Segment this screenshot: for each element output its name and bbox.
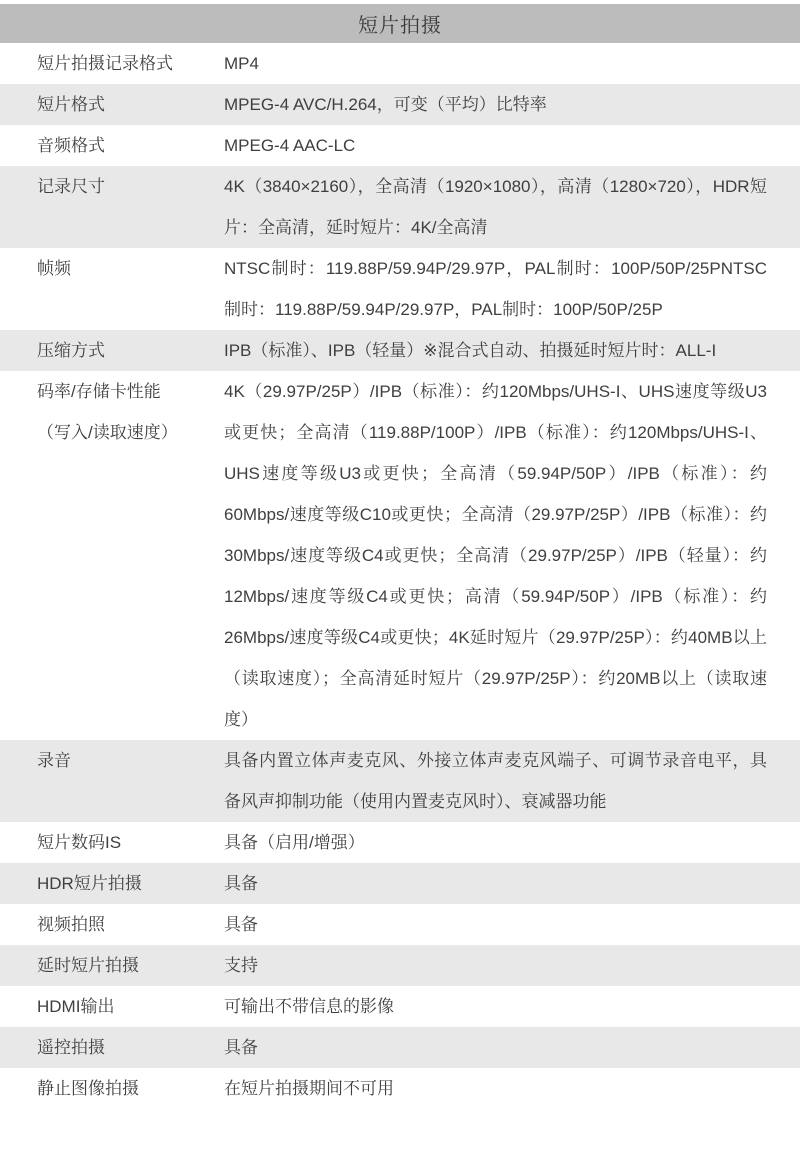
spec-row xyxy=(0,740,800,822)
spec-row xyxy=(0,945,800,986)
spec-row-value: 支持 xyxy=(224,956,258,975)
spec-row-label: 短片数码IS xyxy=(37,833,122,852)
spec-row xyxy=(0,166,800,248)
section-title: 短片拍摄 xyxy=(358,15,442,37)
spec-row-label: 延时短片拍摄 xyxy=(37,956,139,975)
spec-row-label: 记录尺寸 xyxy=(37,177,105,196)
spec-row xyxy=(0,904,800,945)
spec-row-label: 静止图像拍摄 xyxy=(37,1079,139,1098)
spec-row-value: 具备 xyxy=(224,1038,258,1057)
spec-row-value: 4K（29.97P/25P）/IPB（标准）：约120Mbps/UHS-I、UHS速度等级U3或更快；全高清（119.88P/100P）/IPB（标准）：约120Mbps/UHS-I、UHS速度等级U3或更快；全高清（59.94P/50P）/IPB（标准）：约60Mbps/速度等级C10或更快；全高清（29.97P/25P）/IPB（标准）：约30Mbps/速度等级C4或更快；全高清（29.97P/25P）/IPB（轻量）：约12Mbps/速度等级C4或更快；高清（59.94P/50P）/IPB（标准）：约26Mbps/速度等级C4或更快；4K延时短片（29.97P/25P）：约40MB以上（读取速度）；全高清延时短片（29.97P/25P）：约20MB以上（读取速度） xyxy=(224,382,767,729)
spec-row xyxy=(0,84,800,125)
spec-row-label: 音频格式 xyxy=(37,136,105,155)
spec-row-value: 可输出不带信息的影像 xyxy=(224,997,394,1016)
spec-row xyxy=(0,986,800,1027)
spec-row-label: 码率/存储卡性能（写入/读取速度） xyxy=(37,382,178,442)
spec-row-value: MP4 xyxy=(224,54,259,73)
spec-row-label: 短片格式 xyxy=(37,95,105,114)
spec-row-value: NTSC制时：119.88P/59.94P/29.97P，PAL制时：100P/50P/25PNTSC制时：119.88P/59.94P/29.97P，PAL制时：100P/50P/25P xyxy=(224,259,767,319)
spec-row xyxy=(0,248,800,330)
spec-row-value: 在短片拍摄期间不可用 xyxy=(224,1079,394,1098)
spec-row xyxy=(0,330,800,371)
spec-row-value: MPEG-4 AVC/H.264，可变（平均）比特率 xyxy=(224,95,547,114)
spec-row-value: 具备（启用/增强） xyxy=(224,833,365,852)
spec-table xyxy=(0,43,800,1109)
spec-row-label: 压缩方式 xyxy=(37,341,105,360)
spec-row xyxy=(0,1027,800,1068)
spec-row xyxy=(0,125,800,166)
spec-row-label: 遥控拍摄 xyxy=(37,1038,105,1057)
spec-row-value: 具备内置立体声麦克风、外接立体声麦克风端子、可调节录音电平，具备风声抑制功能（使用内置麦克风时）、衰减器功能 xyxy=(224,751,767,811)
spec-row-value: IPB（标准）、IPB（轻量）※混合式自动、拍摄延时短片时：ALL-I xyxy=(224,341,717,360)
spec-row-value: 具备 xyxy=(224,915,258,934)
spec-row xyxy=(0,1068,800,1109)
spec-row-value: 具备 xyxy=(224,874,258,893)
spec-row-label: HDR短片拍摄 xyxy=(37,874,142,893)
spec-row xyxy=(0,371,800,740)
spec-row-value: 4K（3840×2160），全高清（1920×1080），高清（1280×720），HDR短片：全高清，延时短片：4K/全高清 xyxy=(224,177,767,237)
section-header xyxy=(0,4,800,43)
spec-row-value: MPEG-4 AAC-LC xyxy=(224,136,356,155)
spec-row xyxy=(0,822,800,863)
spec-row-label: 视频拍照 xyxy=(37,915,105,934)
spec-row-label: 录音 xyxy=(37,751,71,770)
spec-row xyxy=(0,43,800,84)
spec-row-label: HDMI输出 xyxy=(37,997,115,1016)
spec-row xyxy=(0,863,800,904)
spec-row-label: 短片拍摄记录格式 xyxy=(37,54,173,73)
spec-row-label: 帧频 xyxy=(37,259,71,278)
